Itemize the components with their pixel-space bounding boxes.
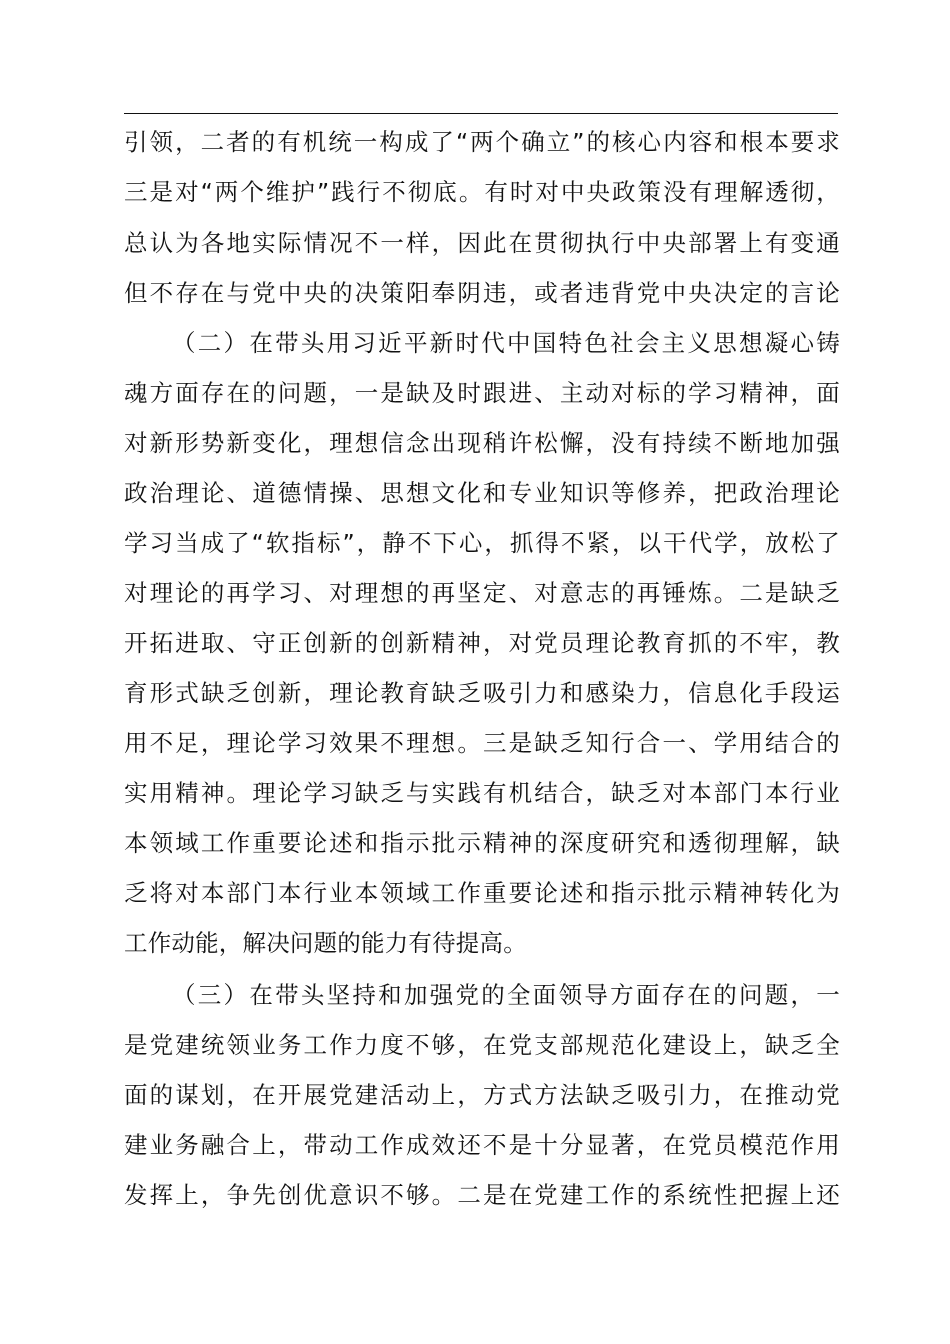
header-rule (124, 113, 838, 114)
text-line: 魂方面存在的问题，一是缺及时跟进、主动对标的学习精神，面 (124, 379, 840, 407)
text-line: 建业务融合上，带动工作成效还不是十分显著，在党员模范作用 (124, 1131, 840, 1159)
text-line: 对理论的再学习、对理想的再坚定、对意志的再锤炼。二是缺乏 (124, 579, 840, 607)
text-line: 用不足，理论学习效果不理想。三是缺乏知行合一、学用结合的 (124, 729, 840, 757)
text-line: 对新形势新变化，理想信念出现稍许松懈，没有持续不断地加强 (124, 429, 840, 457)
text-line: 乏将对本部门本行业本领域工作重要论述和指示批示精神转化为 (124, 879, 840, 907)
text-line: 是党建统领业务工作力度不够，在党支部规范化建设上，缺乏全 (124, 1031, 840, 1059)
text-line: 育形式缺乏创新，理论教育缺乏吸引力和感染力，信息化手段运 (124, 679, 840, 707)
text-line: 本领域工作重要论述和指示批示精神的深度研究和透彻理解，缺 (124, 829, 840, 857)
text-line: 开拓进取、守正创新的创新精神，对党员理论教育抓的不牢，教 (124, 629, 840, 657)
text-line: 三是对“两个维护”践行不彻底。有时对中央政策没有理解透彻， (124, 178, 840, 206)
text-line: 发挥上，争先创优意识不够。二是在党建工作的系统性把握上还 (124, 1181, 840, 1209)
text-line: 总认为各地实际情况不一样，因此在贯彻执行中央部署上有变通 (124, 229, 840, 257)
text-line: 学习当成了“软指标”，静不下心，抓得不紧，以干代学，放松了 (124, 529, 840, 557)
text-line: 面的谋划，在开展党建活动上，方式方法缺乏吸引力，在推动党 (124, 1081, 840, 1109)
text-line: 政治理论、道德情操、思想文化和专业知识等修养，把政治理论 (124, 479, 840, 507)
text-line: 引领，二者的有机统一构成了“两个确立”的核心内容和根本要求 (124, 128, 840, 156)
text-line: 工作动能，解决问题的能力有待提高。 (124, 929, 527, 957)
text-line: 实用精神。理论学习缺乏与实践有机结合，缺乏对本部门本行业 (124, 779, 840, 807)
text-line: 但不存在与党中央的决策阳奉阴违，或者违背党中央决定的言论 (124, 279, 840, 307)
section-two-heading-line: （二）在带头用习近平新时代中国特色社会主义思想凝心铸 (172, 329, 840, 357)
section-three-heading-line: （三）在带头坚持和加强党的全面领导方面存在的问题，一 (172, 981, 840, 1009)
